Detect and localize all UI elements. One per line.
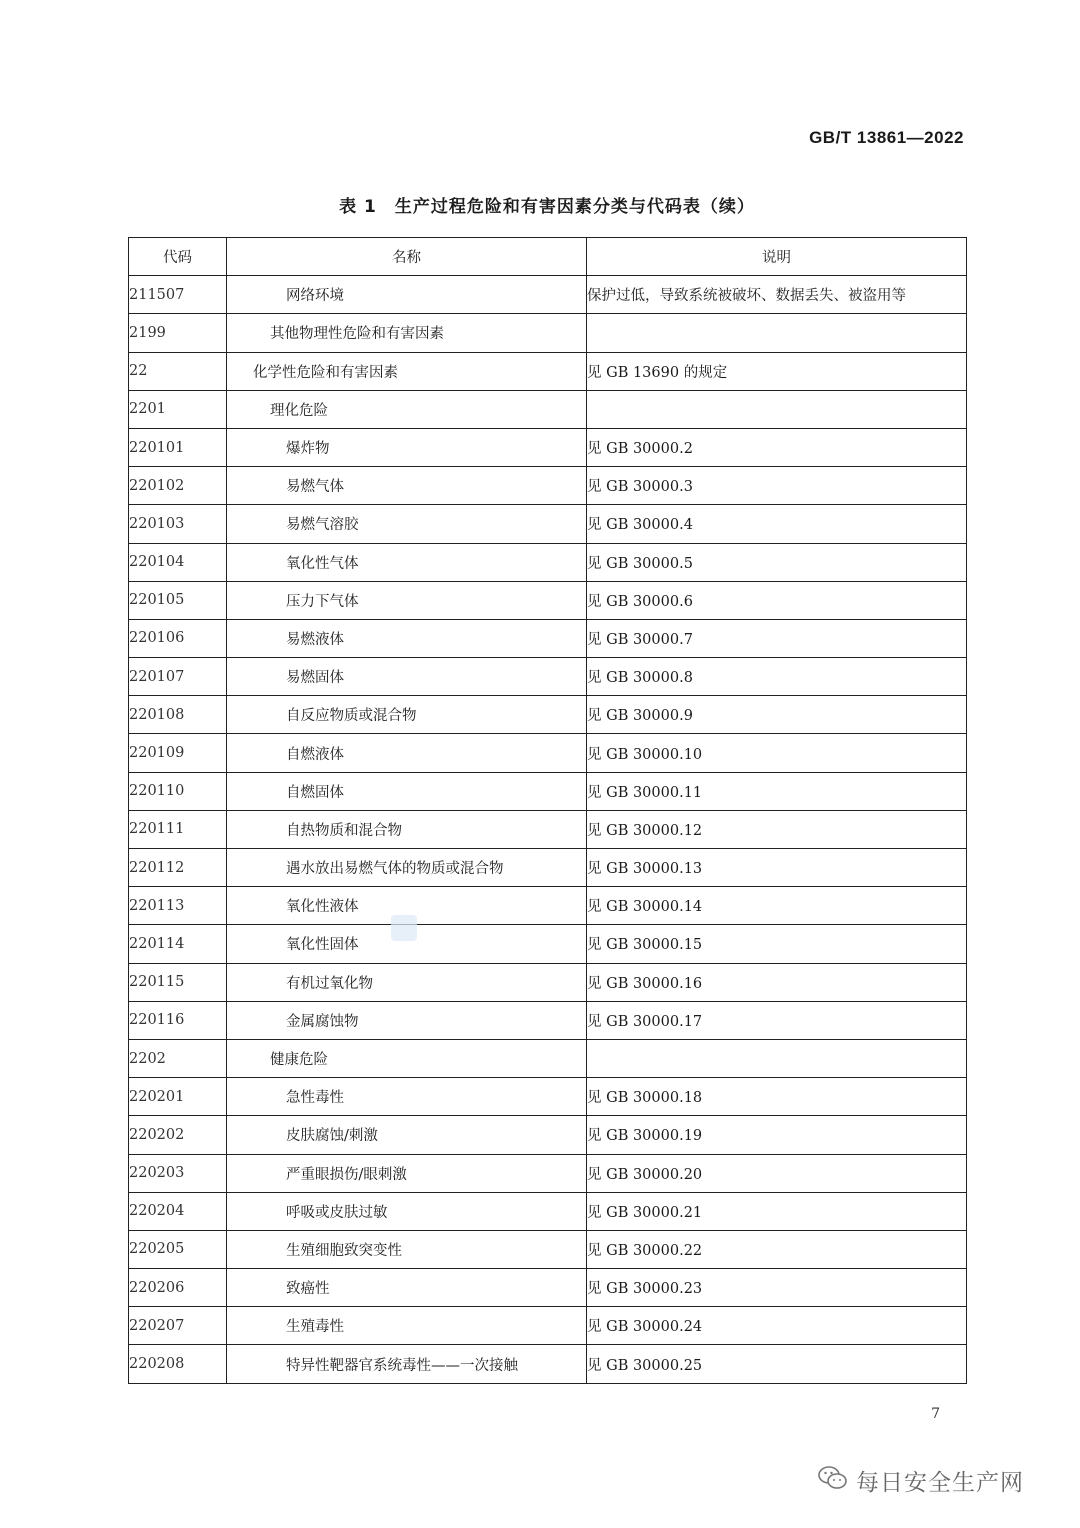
table-row xyxy=(129,505,967,543)
code-cell: 2201 xyxy=(129,390,227,428)
description-cell: 见 GB 30000.6 xyxy=(587,581,967,619)
name-cell: 健康危险 xyxy=(227,1039,587,1077)
table-row xyxy=(129,734,967,772)
code-cell: 2202 xyxy=(129,1039,227,1077)
watermark xyxy=(818,1462,1024,1498)
column-header-name: 名称 xyxy=(227,238,587,276)
table-row xyxy=(129,314,967,352)
description-cell: 见 GB 30000.20 xyxy=(587,1154,967,1192)
code-cell: 220107 xyxy=(129,658,227,696)
code-cell: 220207 xyxy=(129,1307,227,1345)
table-row xyxy=(129,1192,967,1230)
table-header-row xyxy=(129,238,967,276)
code-cell: 220115 xyxy=(129,963,227,1001)
standard-code: GB/T 13861—2022 xyxy=(809,128,964,147)
code-cell: 220103 xyxy=(129,505,227,543)
watermark-text: 每日安全生产网 xyxy=(856,1469,1024,1496)
table-row xyxy=(129,849,967,887)
name-cell: 氧化性气体 xyxy=(227,543,587,581)
description-cell xyxy=(587,390,967,428)
description-cell: 见 GB 13690 的规定 xyxy=(587,352,967,390)
code-cell: 220112 xyxy=(129,849,227,887)
name-cell: 氧化性固体 xyxy=(227,925,587,963)
name-cell: 皮肤腐蚀/刺激 xyxy=(227,1116,587,1154)
description-cell: 见 GB 30000.14 xyxy=(587,887,967,925)
name-cell: 爆炸物 xyxy=(227,428,587,466)
description-cell: 见 GB 30000.8 xyxy=(587,658,967,696)
description-cell: 见 GB 30000.22 xyxy=(587,1230,967,1268)
description-cell: 见 GB 30000.21 xyxy=(587,1192,967,1230)
description-cell: 见 GB 30000.23 xyxy=(587,1269,967,1307)
table-row xyxy=(129,1078,967,1116)
name-cell: 遇水放出易燃气体的物质或混合物 xyxy=(227,849,587,887)
name-cell: 急性毒性 xyxy=(227,1078,587,1116)
name-cell: 易燃固体 xyxy=(227,658,587,696)
code-cell: 220203 xyxy=(129,1154,227,1192)
description-cell: 见 GB 30000.18 xyxy=(587,1078,967,1116)
name-cell: 压力下气体 xyxy=(227,581,587,619)
code-cell: 220206 xyxy=(129,1269,227,1307)
description-cell: 见 GB 30000.7 xyxy=(587,619,967,657)
code-cell: 220110 xyxy=(129,772,227,810)
hazard-code-table xyxy=(128,237,967,1384)
wechat-icon xyxy=(818,1465,848,1495)
name-cell: 理化危险 xyxy=(227,390,587,428)
description-cell: 见 GB 30000.15 xyxy=(587,925,967,963)
column-header-description: 说明 xyxy=(587,238,967,276)
description-cell: 见 GB 30000.5 xyxy=(587,543,967,581)
name-cell: 化学性危险和有害因素 xyxy=(227,352,587,390)
table-row xyxy=(129,810,967,848)
code-cell: 22 xyxy=(129,352,227,390)
name-cell: 金属腐蚀物 xyxy=(227,1001,587,1039)
code-cell: 220111 xyxy=(129,810,227,848)
table-title: 表 1 生产过程危险和有害因素分类与代码表（续） xyxy=(339,197,755,217)
name-cell: 致癌性 xyxy=(227,1269,587,1307)
code-cell: 220204 xyxy=(129,1192,227,1230)
table-row xyxy=(129,658,967,696)
table-row xyxy=(129,543,967,581)
description-cell: 见 GB 30000.25 xyxy=(587,1345,967,1383)
description-cell: 见 GB 30000.11 xyxy=(587,772,967,810)
name-cell: 易燃气溶胶 xyxy=(227,505,587,543)
table-row xyxy=(129,428,967,466)
name-cell: 网络环境 xyxy=(227,276,587,314)
name-cell: 特异性靶器官系统毒性——一次接触 xyxy=(227,1345,587,1383)
code-cell: 220113 xyxy=(129,887,227,925)
code-cell: 211507 xyxy=(129,276,227,314)
name-cell: 生殖毒性 xyxy=(227,1307,587,1345)
table-row xyxy=(129,963,967,1001)
scan-mark xyxy=(391,915,417,941)
table-row xyxy=(129,1307,967,1345)
description-cell xyxy=(587,1039,967,1077)
table-row xyxy=(129,925,967,963)
code-cell: 220205 xyxy=(129,1230,227,1268)
description-cell: 见 GB 30000.10 xyxy=(587,734,967,772)
code-cell: 220108 xyxy=(129,696,227,734)
name-cell: 其他物理性危险和有害因素 xyxy=(227,314,587,352)
table-row xyxy=(129,390,967,428)
description-cell: 见 GB 30000.2 xyxy=(587,428,967,466)
description-cell: 见 GB 30000.24 xyxy=(587,1307,967,1345)
table-row xyxy=(129,581,967,619)
code-cell: 220105 xyxy=(129,581,227,619)
code-cell: 220101 xyxy=(129,428,227,466)
code-cell: 220106 xyxy=(129,619,227,657)
table-row xyxy=(129,1154,967,1192)
code-cell: 220116 xyxy=(129,1001,227,1039)
code-cell: 2199 xyxy=(129,314,227,352)
name-cell: 自反应物质或混合物 xyxy=(227,696,587,734)
code-cell: 220109 xyxy=(129,734,227,772)
description-cell: 见 GB 30000.19 xyxy=(587,1116,967,1154)
table-row xyxy=(129,352,967,390)
table-row xyxy=(129,1001,967,1039)
table-row xyxy=(129,1269,967,1307)
description-cell: 保护过低，导致系统被破坏、数据丢失、被盗用等 xyxy=(587,276,967,314)
description-cell: 见 GB 30000.16 xyxy=(587,963,967,1001)
description-cell: 见 GB 30000.9 xyxy=(587,696,967,734)
description-cell: 见 GB 30000.17 xyxy=(587,1001,967,1039)
table-row xyxy=(129,276,967,314)
name-cell: 呼吸或皮肤过敏 xyxy=(227,1192,587,1230)
table-row xyxy=(129,1116,967,1154)
name-cell: 生殖细胞致突变性 xyxy=(227,1230,587,1268)
table-row xyxy=(129,1039,967,1077)
name-cell: 严重眼损伤/眼刺激 xyxy=(227,1154,587,1192)
code-cell: 220202 xyxy=(129,1116,227,1154)
name-cell: 自燃液体 xyxy=(227,734,587,772)
code-cell: 220114 xyxy=(129,925,227,963)
description-cell: 见 GB 30000.3 xyxy=(587,467,967,505)
table-row xyxy=(129,887,967,925)
description-cell xyxy=(587,314,967,352)
table-row xyxy=(129,467,967,505)
description-cell: 见 GB 30000.4 xyxy=(587,505,967,543)
name-cell: 易燃气体 xyxy=(227,467,587,505)
name-cell: 自热物质和混合物 xyxy=(227,810,587,848)
name-cell: 有机过氧化物 xyxy=(227,963,587,1001)
description-cell: 见 GB 30000.13 xyxy=(587,849,967,887)
code-cell: 220201 xyxy=(129,1078,227,1116)
table-row xyxy=(129,772,967,810)
column-header-code: 代码 xyxy=(129,238,227,276)
name-cell: 易燃液体 xyxy=(227,619,587,657)
table-row xyxy=(129,1345,967,1383)
table-body xyxy=(129,276,967,1383)
name-cell: 氧化性液体 xyxy=(227,887,587,925)
table-row xyxy=(129,619,967,657)
page-number: 7 xyxy=(931,1406,940,1422)
description-cell: 见 GB 30000.12 xyxy=(587,810,967,848)
code-cell: 220104 xyxy=(129,543,227,581)
code-cell: 220208 xyxy=(129,1345,227,1383)
table-row xyxy=(129,696,967,734)
code-cell: 220102 xyxy=(129,467,227,505)
name-cell: 自燃固体 xyxy=(227,772,587,810)
table-row xyxy=(129,1230,967,1268)
